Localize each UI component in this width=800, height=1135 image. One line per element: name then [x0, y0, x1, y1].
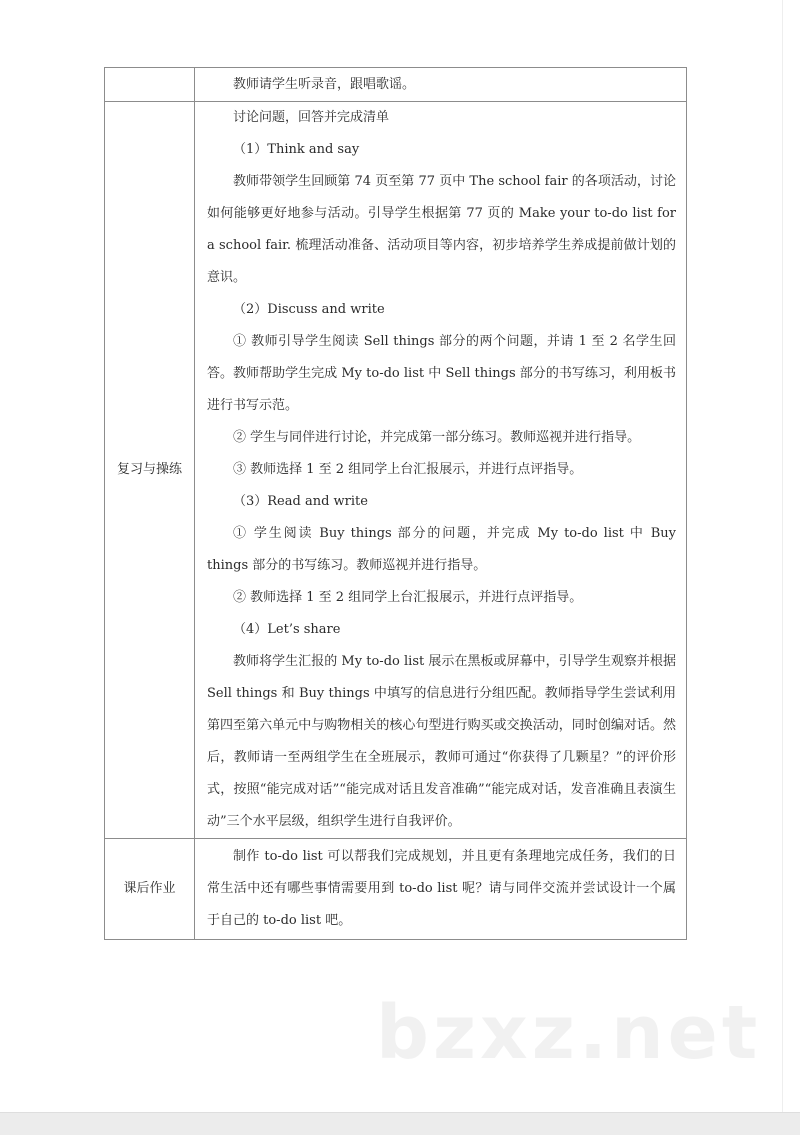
- lesson-plan-table: [104, 67, 687, 940]
- table-row-review-practice: [105, 102, 687, 839]
- paragraph: 教师请学生听录音，跟唱歌谣。: [233, 76, 416, 92]
- page-bottom-edge: [0, 1112, 800, 1135]
- row-label: [105, 68, 195, 102]
- table-row-song: [105, 68, 687, 102]
- paragraph: 制作 to-do list 可以帮我们完成规划，并且更有条理地完成任务，我们的日常生活中还有哪些事情需要用到 to-do list 呢？请与同伴交流并尝试设计一个属于自己的 to-do list 吧。: [207, 849, 676, 928]
- row-content: [195, 68, 687, 102]
- paragraph-heading: 讨论问题，回答并完成清单: [233, 110, 390, 125]
- step-lets-share: （4）Let’s share: [233, 622, 341, 637]
- page-right-edge: [782, 0, 783, 1112]
- row-content: [195, 839, 687, 940]
- paragraph: ② 学生与同伴进行讨论，并完成第一部分练习。教师巡视并进行指导。: [233, 430, 641, 445]
- step-think-and-say: （1）Think and say: [233, 142, 360, 157]
- paragraph: 教师将学生汇报的 My to-do list 展示在黑板或屏幕中，引导学生观察并根据 Sell things 和 Buy things 中填写的信息进行分组匹配。教师指导学生尝试利用第四至第六单元中与购物相关的核心句型进行购买或交换活动，同时创编对话。然后，教师请一至两组学生在全班展示，教师可通过“你获得了几颗星？”的评价形式，按照“能完成对话”“能完成对话且发音准确”“能完成对话，发音准确且表演生动”三个水平层级，组织学生进行自我评价。: [207, 654, 676, 829]
- row-content: [195, 102, 687, 839]
- table-row-homework: [105, 839, 687, 940]
- step-read-and-write: （3）Read and write: [233, 494, 368, 509]
- watermark: bzxz.net: [376, 990, 762, 1076]
- paragraph: ① 学生阅读 Buy things 部分的问题，并完成 My to-do list 中 Buy things 部分的书写练习。教师巡视并进行指导。: [207, 526, 676, 573]
- paragraph: ① 教师引导学生阅读 Sell things 部分的两个问题，并请 1 至 2 名学生回答。教师帮助学生完成 My to-do list 中 Sell things 部分的书写练习，利用板书进行书写示范。: [207, 334, 676, 413]
- step-discuss-and-write: （2）Discuss and write: [233, 302, 385, 317]
- row-label-review-practice: 复习与操练: [105, 102, 195, 839]
- row-label-homework: 课后作业: [105, 839, 195, 940]
- paragraph: ③ 教师选择 1 至 2 组同学上台汇报展示，并进行点评指导。: [233, 462, 583, 477]
- paragraph: ② 教师选择 1 至 2 组同学上台汇报展示，并进行点评指导。: [233, 590, 583, 605]
- paragraph: 教师带领学生回顾第 74 页至第 77 页中 The school fair 的各项活动，讨论如何能够更好地参与活动。引导学生根据第 77 页的 Make your to-do list for a school fair. 梳理活动准备、活动项目等内容，初步培养学生养成提前做计划的意识。: [207, 174, 676, 285]
